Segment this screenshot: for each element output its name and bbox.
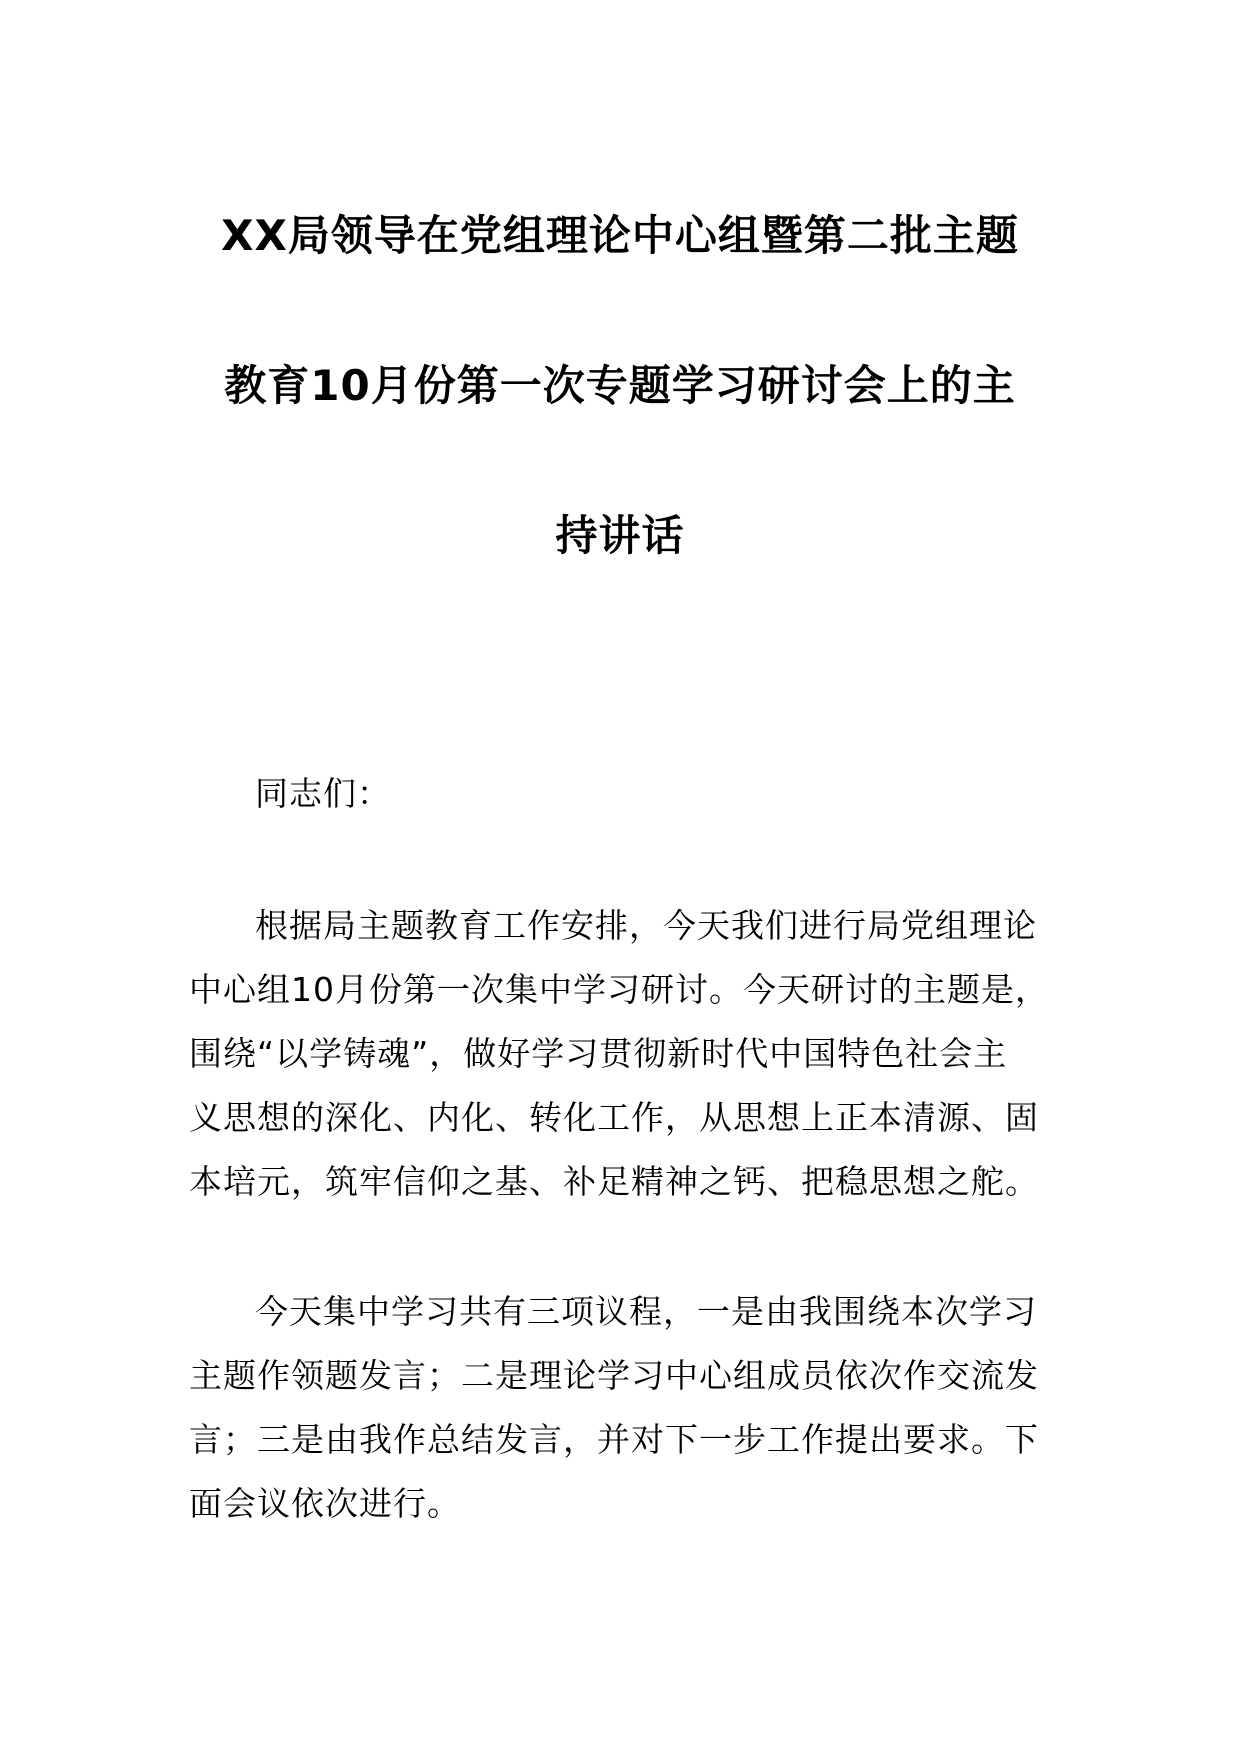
- paragraph-2-line-2: 主题作领题发言；二是理论学习中心组成员依次作交流发: [189, 1356, 1039, 1395]
- salutation: 同志们：: [255, 774, 391, 813]
- paragraph-1-line-1: 根据局主题教育工作安排，今天我们进行局党组理论: [255, 906, 1037, 945]
- document-title-line-2: 教育10月份第一次专题学习研讨会上的主: [224, 361, 1016, 410]
- paragraph-2-line-3: 言；三是由我作总结发言，并对下一步工作提出要求。下: [189, 1420, 1039, 1459]
- paragraph-1-line-4: 义思想的深化、内化、转化工作，从思想上正本清源、固: [189, 1098, 1039, 1137]
- paragraph-2-line-1: 今天集中学习共有三项议程，一是由我围绕本次学习: [255, 1292, 1037, 1331]
- document-title-line-3: 持讲话: [555, 511, 685, 560]
- paragraph-2-line-4: 面会议依次进行。: [189, 1484, 461, 1523]
- paragraph-1-line-3: 围绕“以学铸魂”，做好学习贯彻新时代中国特色社会主: [189, 1034, 1008, 1073]
- document-title-line-1: XX局领导在党组理论中心组暨第二批主题: [221, 211, 1019, 260]
- paragraph-1-line-2: 中心组10月份第一次集中学习研讨。今天研讨的主题是，: [189, 970, 1049, 1009]
- paragraph-1-line-5: 本培元，筑牢信仰之基、补足精神之钙、把稳思想之舵。: [189, 1162, 1039, 1201]
